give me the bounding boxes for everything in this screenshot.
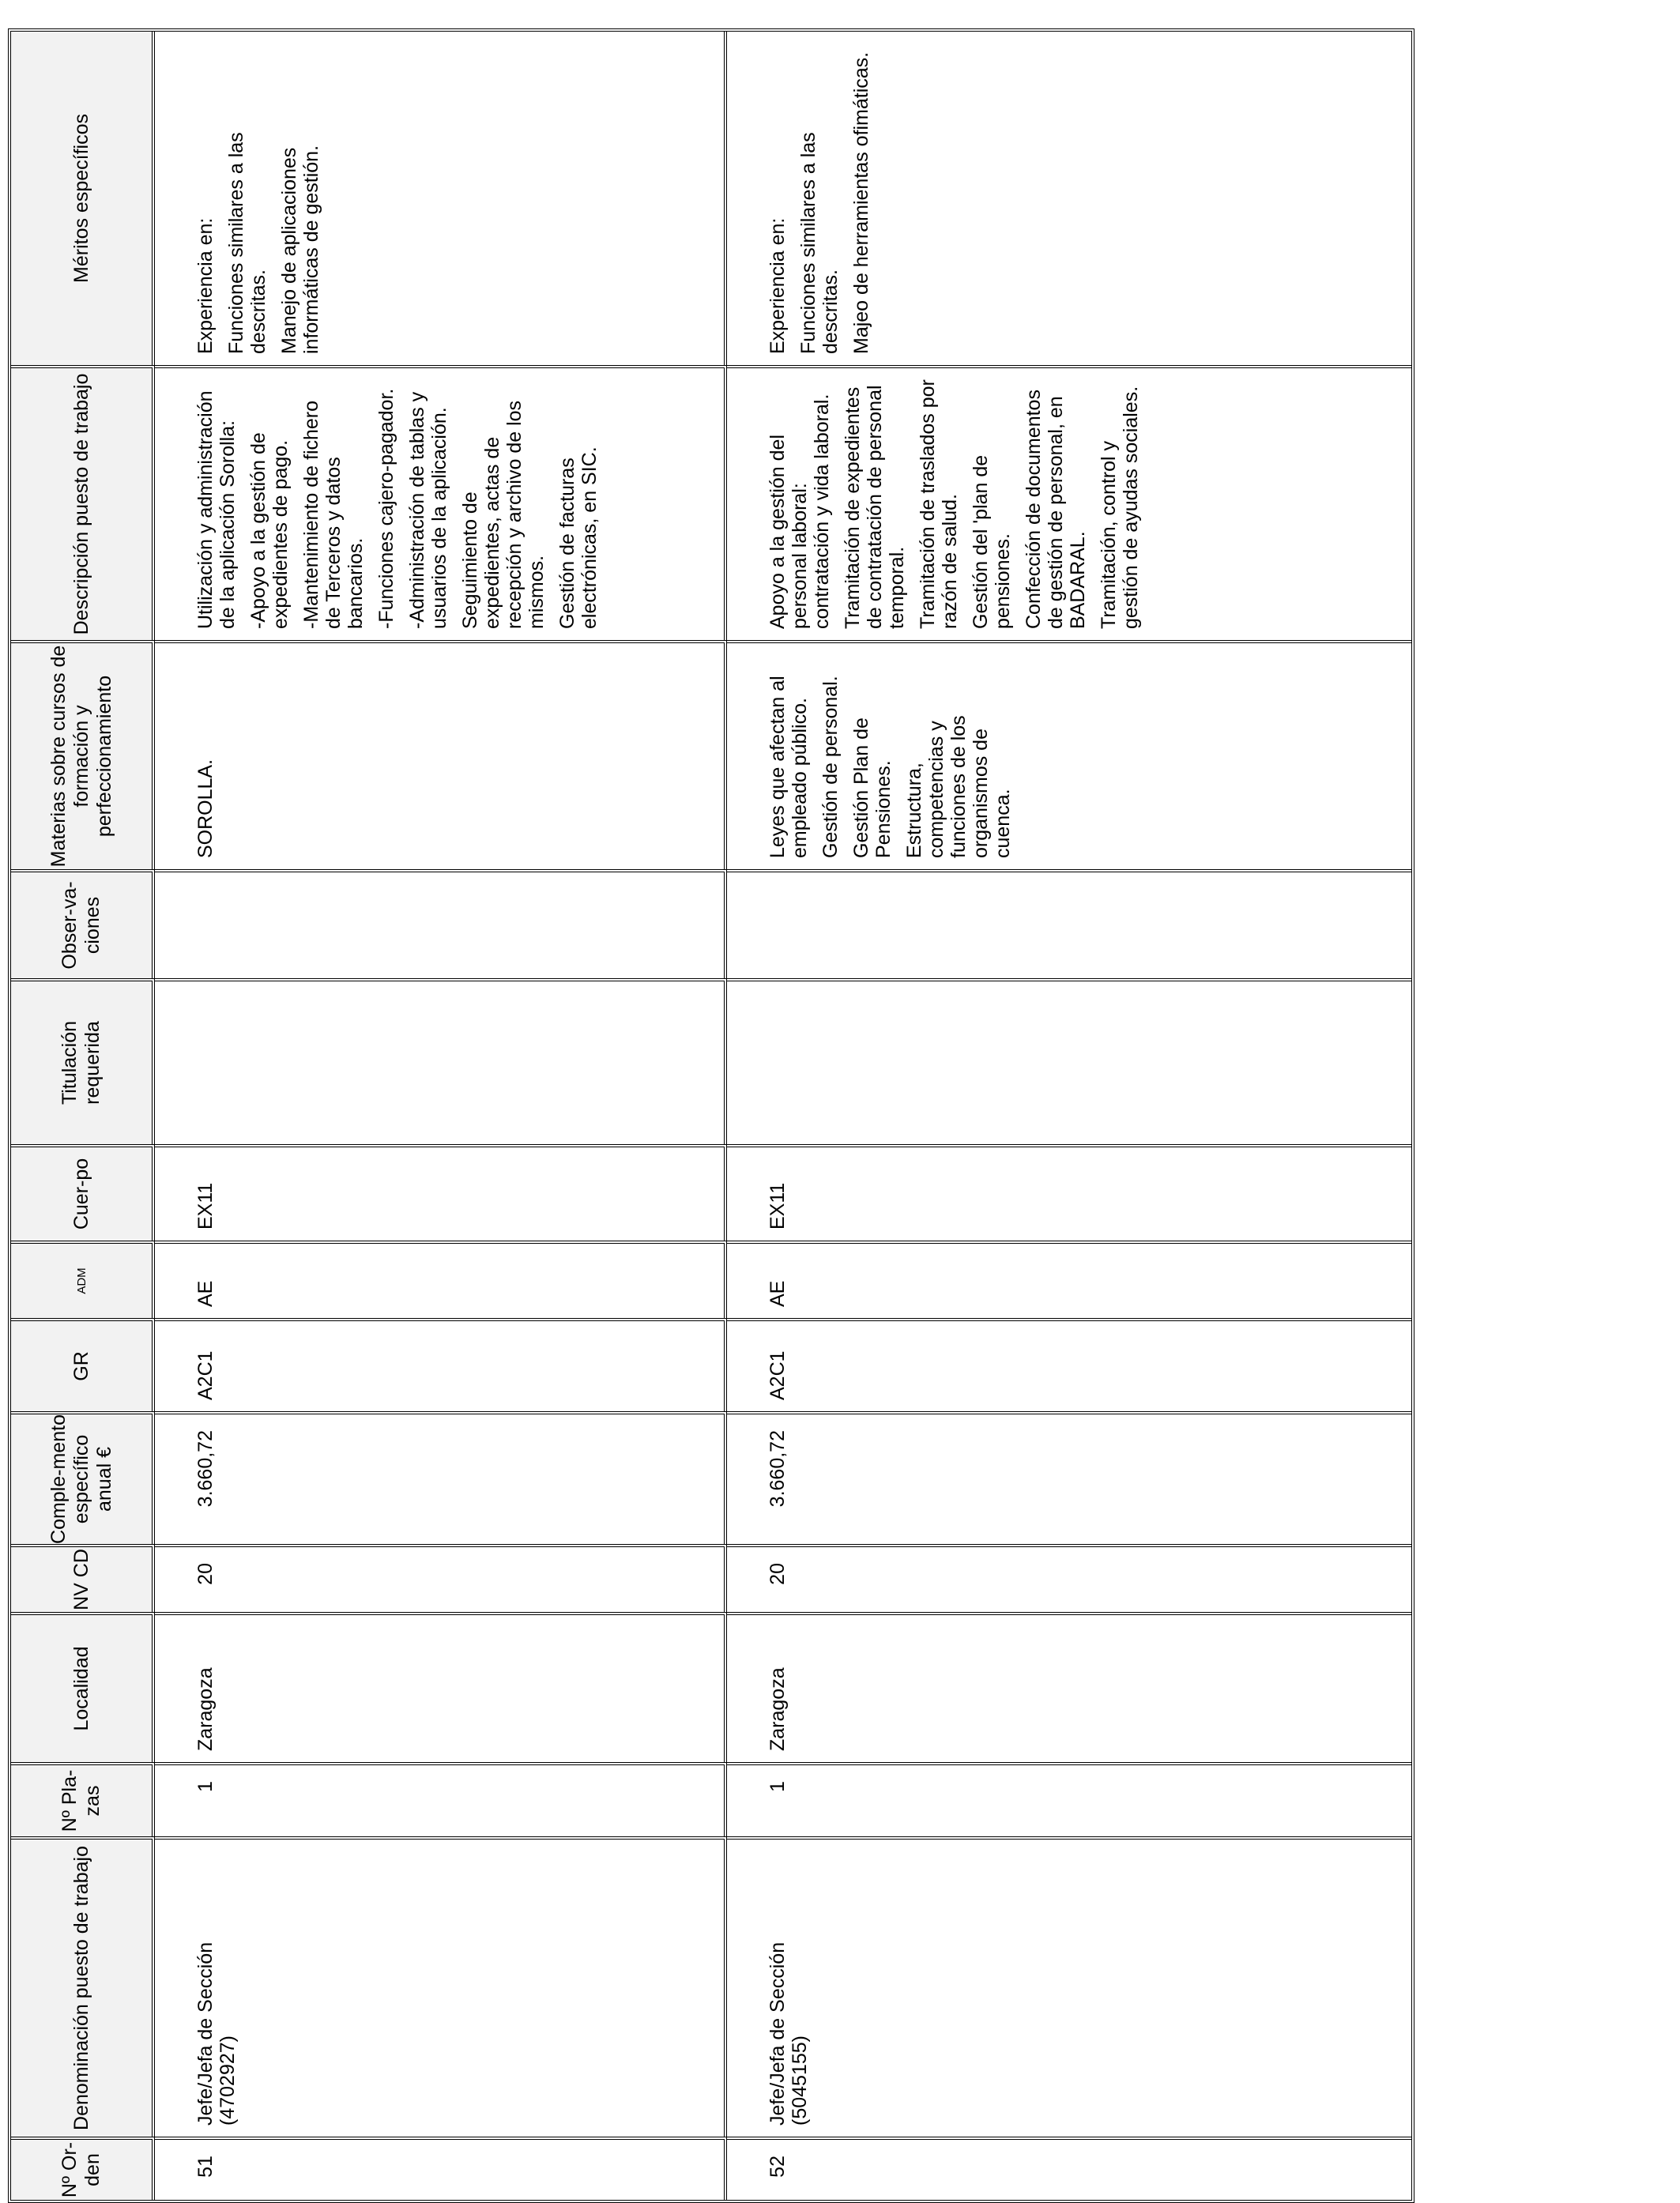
cell-plazas <box>155 1762 727 1836</box>
rotated-table-container <box>8 35 1410 2203</box>
cell-denominacion <box>155 1836 727 2137</box>
plazas-value: 1 <box>767 1781 789 1792</box>
cell-grupo <box>155 1318 727 1411</box>
denominacion-value: Jefe/Jefa de Sección (4702927) <box>194 1941 239 2126</box>
descripcion-item: Utilización y administración de la aplicación Sorolla: <box>194 390 239 629</box>
cell-orden <box>727 2137 1411 2200</box>
cell-localidad <box>155 1612 727 1762</box>
merito-item: Funciones similares a las descritas. <box>797 132 842 354</box>
descripcion-item: Tramitación de expedientes de contratación de personal temporal. <box>842 385 908 629</box>
descripcion-item: Gestión de facturas electrónicas, en SIC. <box>556 446 601 629</box>
plazas-value: 1 <box>194 1781 217 1792</box>
header-nivel: NV CD <box>11 1544 155 1612</box>
titulacion-value <box>155 981 194 1144</box>
cell-observaciones <box>155 869 727 978</box>
cell-orden <box>155 2137 727 2200</box>
descripcion-item: Gestión del 'plan de pensiones. <box>970 454 1014 629</box>
header-denominacion: Denominación puesto de trabajo <box>11 1836 155 2137</box>
header-orden: Nº Or-den <box>11 2137 155 2200</box>
cell-nivel <box>155 1544 727 1612</box>
materia-item: Leyes que afectan al empleado público. <box>767 676 811 858</box>
grupo-value: A2C1 <box>767 1350 789 1400</box>
descripcion-item: Seguimiento de expedientes, actas de recepción y archivo de los mismos. <box>459 400 548 629</box>
merito-item: Experiencia en: <box>194 217 217 354</box>
localidad-value: Zaragoza <box>194 1667 217 1751</box>
orden-value: 52 <box>767 2156 789 2178</box>
cell-observaciones <box>727 869 1411 978</box>
cell-cuerpo <box>727 1144 1411 1241</box>
header-grupo: GR <box>11 1318 155 1411</box>
cell-meritos <box>727 32 1411 365</box>
descripcion-item: -Funciones cajero-pagador. <box>375 388 397 629</box>
header-titulacion: Titulación requerida <box>11 978 155 1144</box>
header-materias: Materias sobre cursos de formación y perfeccionamiento <box>11 640 155 869</box>
header-plazas: Nº Pla-zas <box>11 1762 155 1836</box>
cuerpo-value: EX11 <box>194 1182 217 1230</box>
cell-materias <box>155 640 727 869</box>
header-row <box>11 32 155 2200</box>
titulacion-value <box>727 981 767 1144</box>
cell-materias <box>727 640 1411 869</box>
descripcion-item: -Apoyo a la gestión de expedientes de pago. <box>247 432 292 629</box>
cell-complemento <box>727 1411 1411 1544</box>
cell-denominacion <box>727 1836 1411 2137</box>
materia-item: Gestión Plan de Pensiones. <box>850 717 895 858</box>
merito-item: Funciones similares a las descritas. <box>225 132 269 354</box>
descripcion-item: -Mantenimiento de fichero de Terceros y datos bancarios. <box>300 400 367 629</box>
cell-adm <box>727 1241 1411 1318</box>
cell-adm <box>155 1241 727 1318</box>
job-positions-table <box>8 28 1414 2203</box>
cell-cuerpo <box>155 1144 727 1241</box>
cell-titulacion <box>727 978 1411 1144</box>
cell-plazas <box>727 1762 1411 1836</box>
observaciones-value <box>727 872 767 978</box>
descripcion-item: Confección de documentos de gestión de personal, en BADARAL. <box>1023 390 1089 629</box>
cell-complemento <box>155 1411 727 1544</box>
denominacion-value: Jefe/Jefa de Sección (5045155) <box>767 1941 811 2126</box>
complemento-value: 3.660,72 <box>194 1430 217 1508</box>
table-row <box>727 32 1411 2200</box>
merito-item: Experiencia en: <box>767 217 789 354</box>
complemento-value: 3.660,72 <box>767 1430 789 1508</box>
descripcion-item: -Administración de tablas y usuarios de la aplicación. <box>406 391 450 629</box>
materia-item: Gestión de personal. <box>819 676 842 858</box>
adm-value: AE <box>767 1280 789 1307</box>
cell-titulacion <box>155 978 727 1144</box>
cell-grupo <box>727 1318 1411 1411</box>
descripcion-item: Apoyo a la gestión del personal laboral: contratación y vida laboral. <box>767 394 833 629</box>
materia-item: SOROLLA. <box>194 759 217 858</box>
merito-item: Majeo de herramientas ofimáticas. <box>850 51 872 354</box>
nivel-value: 20 <box>767 1563 789 1585</box>
nivel-value: 20 <box>194 1563 217 1585</box>
header-adm: ADM <box>11 1241 155 1318</box>
descripcion-item: Tramitación, control y gestión de ayudas sociales. <box>1098 386 1142 629</box>
cell-localidad <box>727 1612 1411 1762</box>
adm-value: AE <box>194 1280 217 1307</box>
header-observaciones: Obser-va-ciones <box>11 869 155 978</box>
orden-value: 51 <box>194 2156 217 2178</box>
table-row <box>155 32 727 2200</box>
header-cuerpo: Cuer-po <box>11 1144 155 1241</box>
header-descripcion: Descripción puesto de trabajo <box>11 365 155 640</box>
materia-item: Estructura, competencias y funciones de los organismos de cuenca. <box>903 715 1014 858</box>
merito-item: Manejo de aplicaciones informáticas de gestión. <box>278 145 322 354</box>
header-meritos: Méritos específicos <box>11 32 155 365</box>
observaciones-value <box>155 872 194 978</box>
localidad-value: Zaragoza <box>767 1667 789 1751</box>
grupo-value: A2C1 <box>194 1350 217 1400</box>
header-localidad: Localidad <box>11 1612 155 1762</box>
cell-descripcion <box>727 365 1411 640</box>
header-complemento: Comple-mento específico anual € <box>11 1411 155 1544</box>
cell-meritos <box>155 32 727 365</box>
descripcion-item: Tramitación de traslados por razón de salud. <box>917 379 961 629</box>
cell-nivel <box>727 1544 1411 1612</box>
cuerpo-value: EX11 <box>767 1182 789 1230</box>
cell-descripcion <box>155 365 727 640</box>
